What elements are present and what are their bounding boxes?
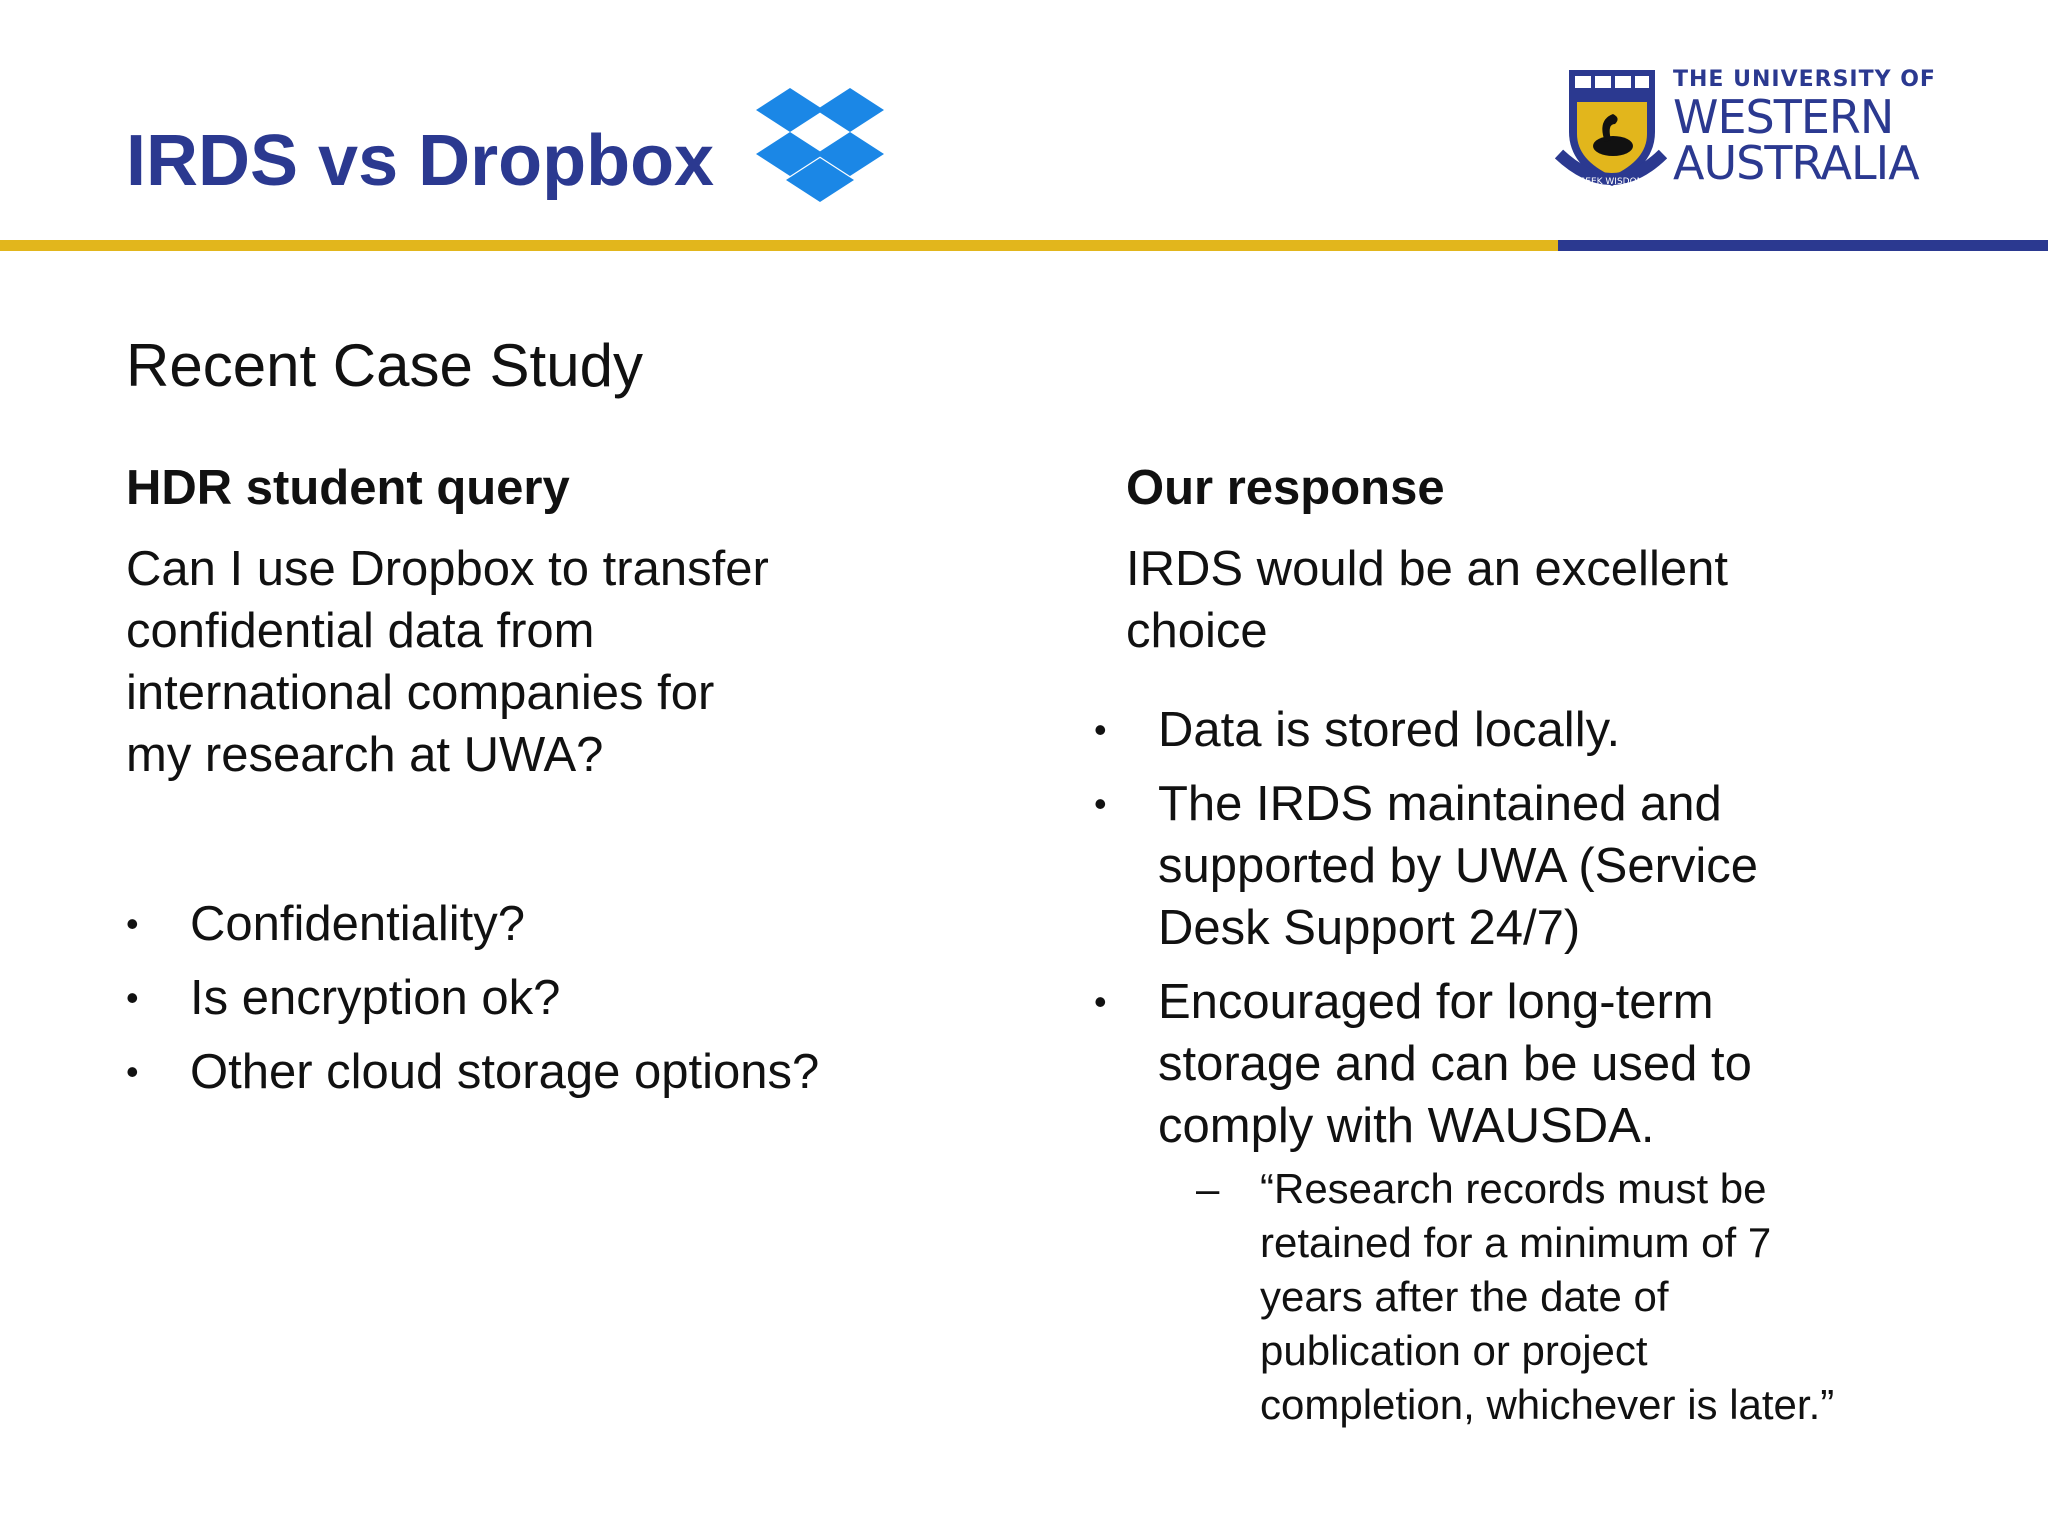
uwa-motto: SEEK WISDOM <box>1579 177 1645 187</box>
body-line: confidential data from <box>126 604 595 658</box>
slide-title: IRDS vs Dropbox <box>126 121 715 201</box>
uwa-wordmark-line1: THE UNIVERSITY OF <box>1673 67 1936 92</box>
body-line: my research at UWA? <box>126 728 604 782</box>
bullet-line: supported by UWA (Service <box>1158 839 1759 893</box>
bullet-text <box>190 893 525 955</box>
header-rule-gold <box>0 240 1558 251</box>
uwa-wordmark-line2: WESTERN <box>1673 90 1894 144</box>
bullet-text <box>1158 971 1752 1157</box>
bullet-marker: • <box>1094 981 1107 1022</box>
sub-bullet-text <box>1260 1162 1834 1432</box>
sub-bullet-line: “Research records must be <box>1260 1165 1767 1212</box>
body-line: choice <box>1126 604 1268 658</box>
bullet-line: Confidentiality? <box>190 897 526 951</box>
header-rule-blue <box>1558 240 2048 251</box>
body-line: international companies for <box>126 666 715 720</box>
bullet-line: Data is stored locally. <box>1158 703 1621 757</box>
sub-bullet-line: years after the date of <box>1260 1273 1669 1320</box>
sub-bullet-marker: – <box>1196 1165 1220 1212</box>
section-heading: Recent Case Study <box>126 332 643 399</box>
right-column-heading: Our response <box>1126 461 1445 515</box>
sub-bullet-line: retained for a minimum of 7 <box>1260 1219 1772 1266</box>
body-line: Can I use Dropbox to transfer <box>126 542 769 596</box>
right-column-body <box>1126 538 1728 662</box>
bullet-text <box>190 1041 819 1103</box>
uwa-wordmark-line3: AUSTRALIA <box>1673 136 1919 190</box>
bullet-line: comply with WAUSDA. <box>1158 1099 1655 1153</box>
body-line: IRDS would be an excellent <box>1126 542 1728 596</box>
bullet-text <box>190 967 560 1029</box>
bullet-marker: • <box>1094 783 1107 824</box>
bullet-text <box>1158 699 1620 761</box>
university-logo <box>1555 62 1936 192</box>
bullet-line: Is encryption ok? <box>190 971 561 1025</box>
bullet-text <box>1158 773 1758 959</box>
bullet-marker: • <box>1094 709 1107 750</box>
bullet-line: The IRDS maintained and <box>1158 777 1722 831</box>
sub-bullet-line: completion, whichever is later.” <box>1260 1381 1835 1428</box>
bullet-line: Desk Support 24/7) <box>1158 901 1581 955</box>
bullet-marker: • <box>126 977 139 1018</box>
left-column-heading: HDR student query <box>126 461 570 515</box>
uwa-wordmark <box>1673 66 1936 190</box>
bullet-marker: • <box>126 903 139 944</box>
dropbox-icon <box>756 88 884 206</box>
sub-bullet-line: publication or project <box>1260 1327 1648 1374</box>
bullet-line: Other cloud storage options? <box>190 1045 820 1099</box>
bullet-line: storage and can be used to <box>1158 1037 1752 1091</box>
uwa-crest-icon <box>1555 62 1667 192</box>
left-column-body <box>126 538 769 786</box>
bullet-marker: • <box>126 1051 139 1092</box>
bullet-line: Encouraged for long-term <box>1158 975 1714 1029</box>
